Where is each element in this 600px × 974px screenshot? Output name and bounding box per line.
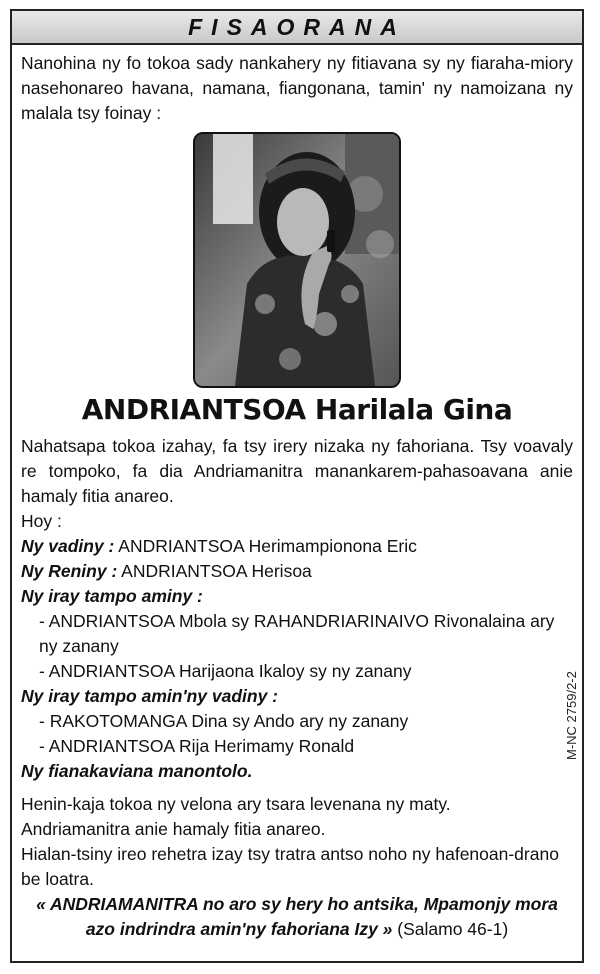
mother-name: ANDRIANTSOA Herisoa (117, 561, 312, 581)
closing-line: Hialan-tsiny ireo rehetra izay tsy tratra antso noho ny hafenoan-drano be loatra. (21, 844, 559, 889)
quote-reference: (Salamo 46-1) (392, 919, 509, 939)
message-paragraph: Nahatsapa tokoa izahay, fa tsy irery nizaka ny fahoriana. Tsy voavaly re tompoko, fa dia Andriamanitra manankarem-pahasoavana anie hamaly fitia anareo. (21, 436, 573, 506)
notice-header (12, 11, 582, 45)
quote-text: « ANDRIAMANITRA no aro sy hery ho antsika, Mpamonjy mora azo indrindra amin'ny fahoriana Izy » (36, 894, 558, 939)
siblings-label: Ny iray tampo aminy : (21, 586, 203, 606)
portrait-photo (193, 132, 401, 388)
bible-quote (21, 892, 573, 942)
mother-line (21, 559, 573, 584)
deceased-name: ANDRIANTSOA Harilala Gina (81, 393, 513, 426)
portrait-image (195, 134, 399, 386)
intro-paragraph: Nanohina ny fo tokoa sady nankahery ny fitiavana sy ny fiaraha-miory nasehonareo havana, namana, fiangonana, tamin' ny namoizana ny malala tsy foinay : (21, 53, 573, 123)
hoy-label: Hoy : (21, 511, 62, 531)
extended-family: Ny fianakaviana manontolo. (21, 761, 253, 781)
side-reference-code: M-NC 2759/2-2 (564, 671, 579, 760)
inlaw-item: - RAKOTOMANGA Dina sy Ando ary ny zanany (39, 711, 409, 731)
notice-frame (10, 9, 584, 963)
husband-line (21, 534, 573, 559)
inlaws-label: Ny iray tampo amin'ny vadiny : (21, 686, 279, 706)
sibling-item: - ANDRIANTSOA Harijaona Ikaloy sy ny zanany (39, 661, 412, 681)
mother-label: Ny Reniny : (21, 561, 118, 581)
inlaw-item: - ANDRIANTSOA Rija Herimamy Ronald (39, 736, 355, 756)
husband-label: Ny vadiny : (21, 536, 115, 556)
husband-name: ANDRIANTSOA Herimampionona Eric (114, 536, 417, 556)
notice-title: FISAORANA (188, 14, 406, 40)
closing-line: Henin-kaja tokoa ny velona ary tsara levenana ny maty. (21, 794, 451, 814)
sibling-item: - ANDRIANTSOA Mbola sy RAHANDRIARINAIVO Rivonalaina ary ny zanany (39, 611, 555, 656)
closing-line: Andriamanitra anie hamaly fitia anareo. (21, 819, 326, 839)
notice-body (12, 45, 582, 942)
